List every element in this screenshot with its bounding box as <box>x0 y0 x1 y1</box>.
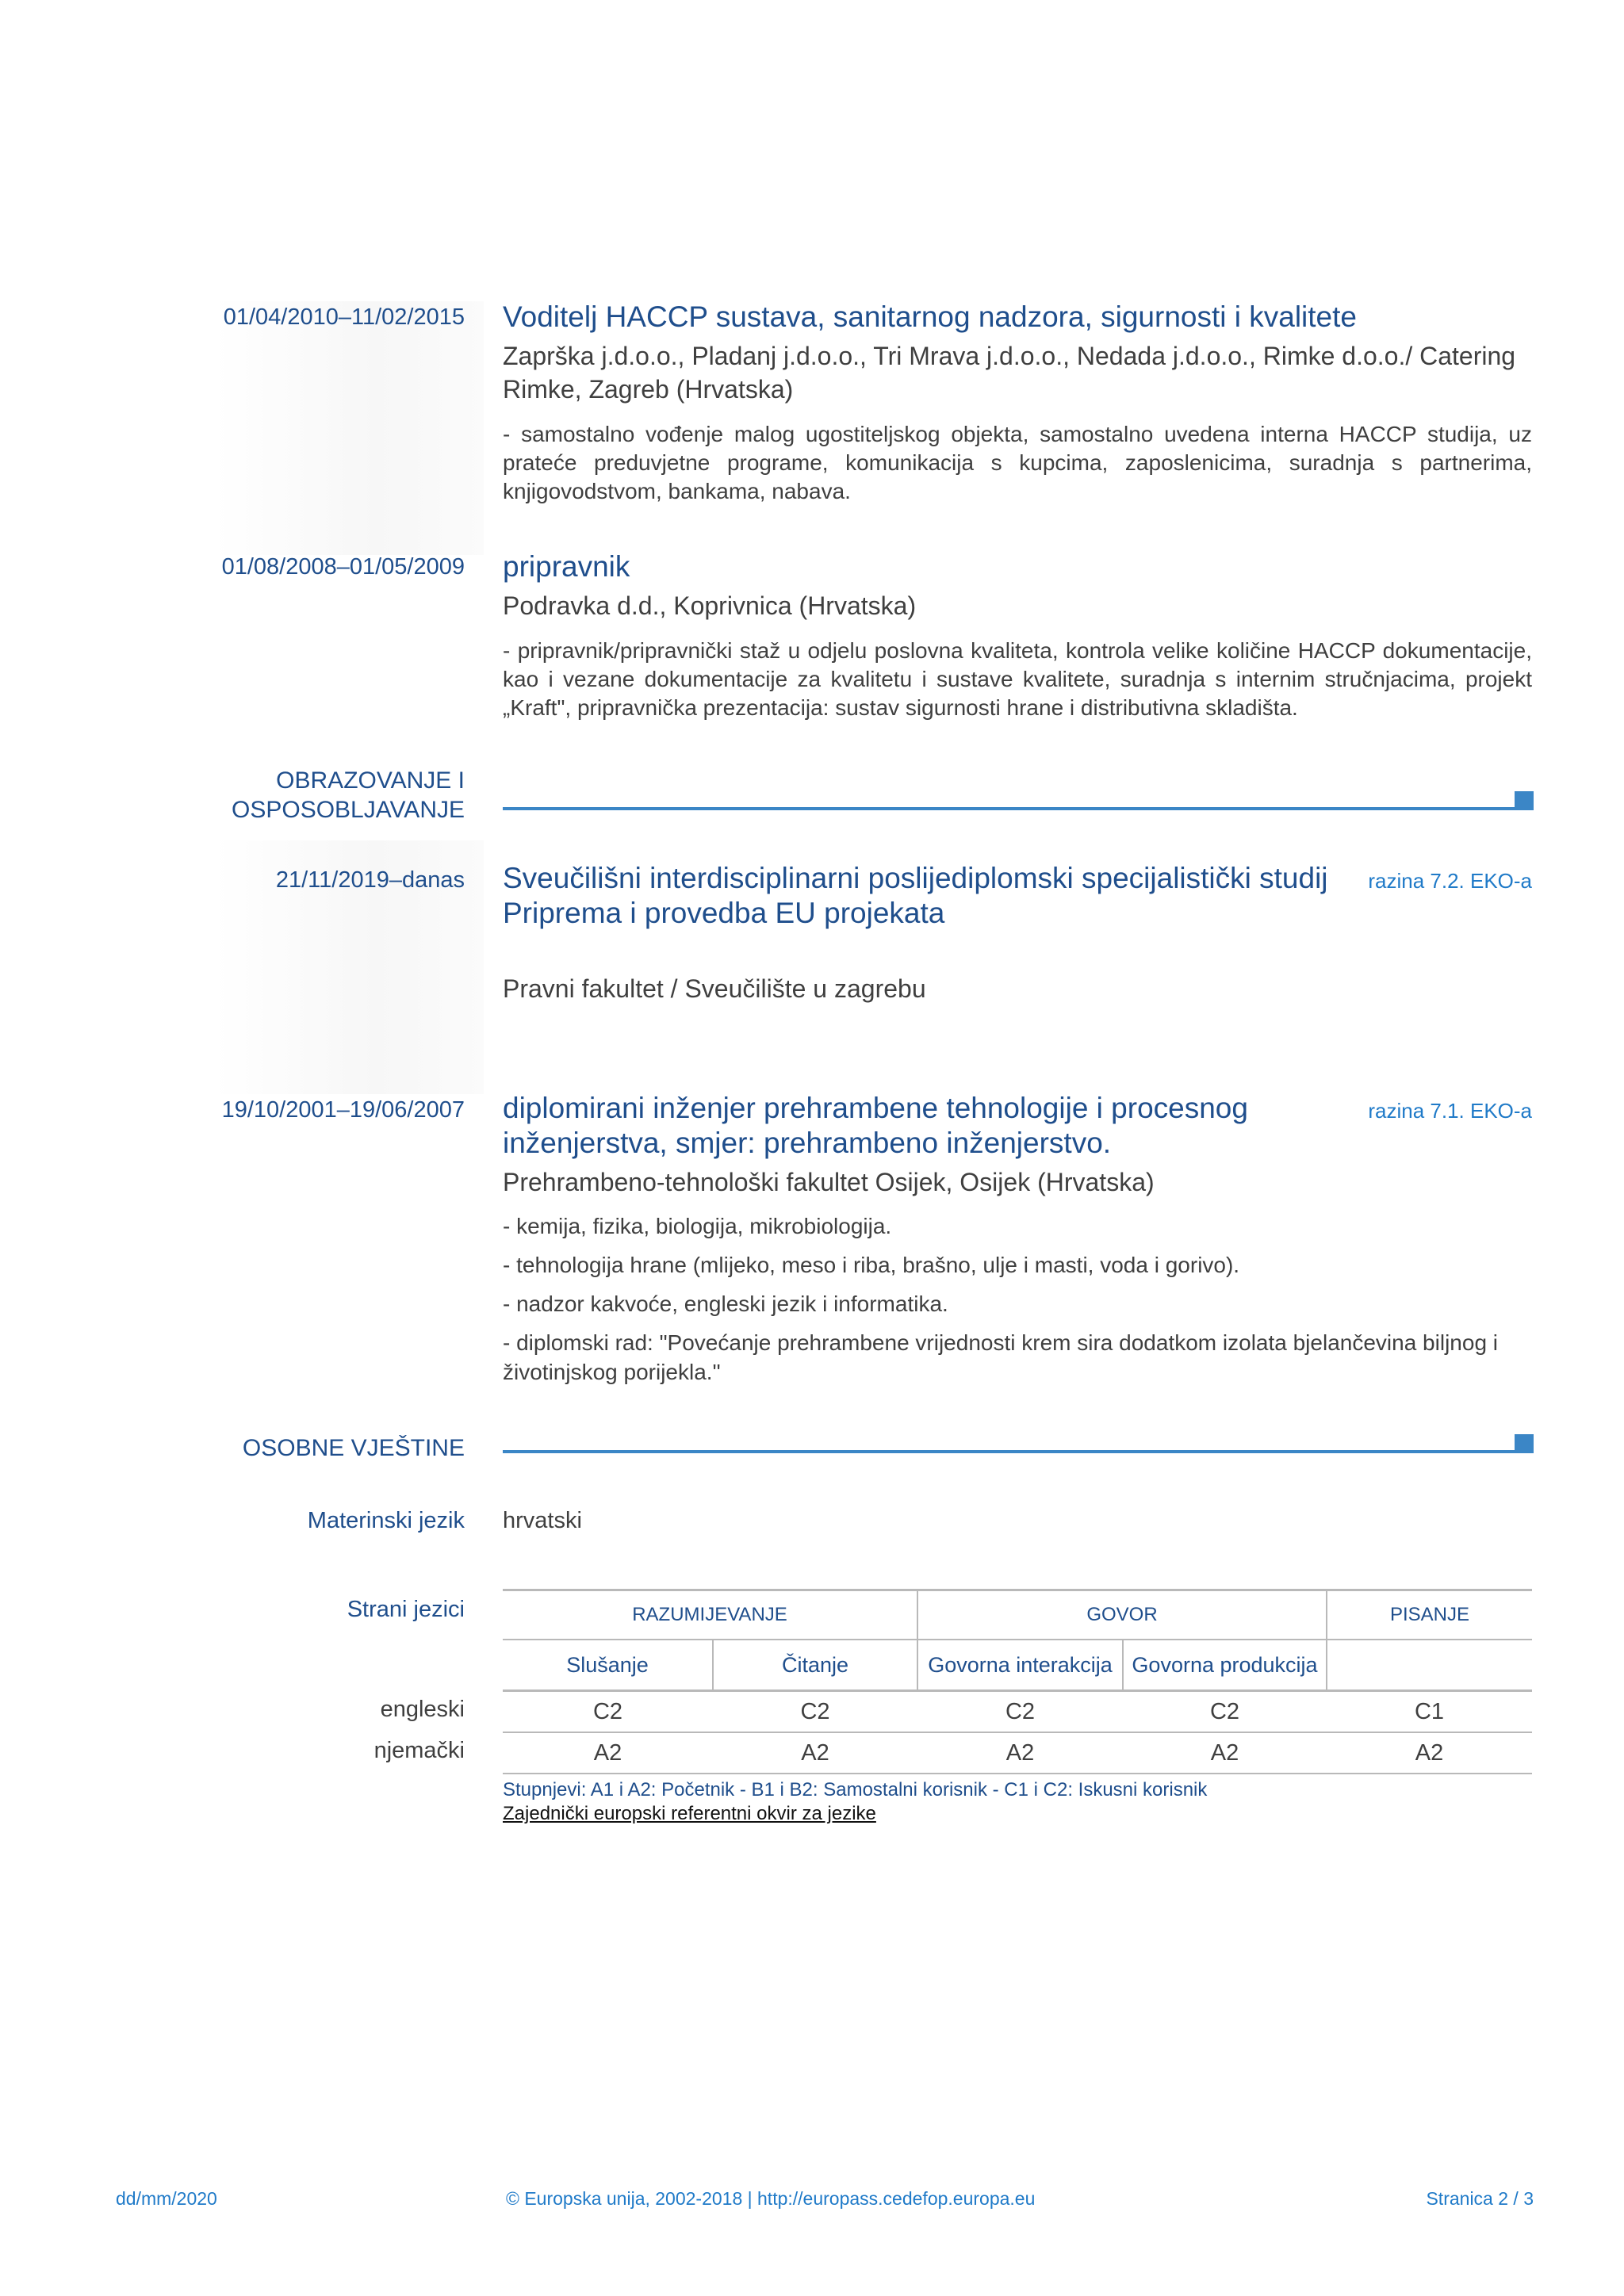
experience-entry <box>503 300 1532 506</box>
job-title: Voditelj HACCP sustava, sanitarnog nadzora, sigurnosti i kvalitete <box>503 300 1357 333</box>
mother-tongue-value: hrvatski <box>503 1508 582 1533</box>
job-title: pripravnik <box>503 550 630 583</box>
experience-date: 01/04/2010–11/02/2015 <box>223 304 465 330</box>
footer-copyright: © Europska unija, 2002-2018 | http://europass.cedefop.europa.eu <box>506 2188 1036 2209</box>
section-heading-line: OSPOSOBLJAVANJE <box>232 797 465 823</box>
mother-tongue-label: Materinski jezik <box>307 1508 465 1533</box>
qualification-level: razina 7.2. EKO-a <box>1368 869 1532 893</box>
subject-list <box>503 1211 1532 1387</box>
subheader-spoken-interaction: Govorna interakcija <box>917 1640 1123 1691</box>
language-level: C2 <box>917 1691 1123 1733</box>
language-level: A2 <box>1327 1732 1532 1774</box>
language-level: C2 <box>713 1691 917 1733</box>
footer-page-number: Stranica 2 / 3 <box>1426 2188 1534 2209</box>
list-item: - tehnologija hrane (mlijeko, meso i riba, brašno, ulje i masti, voda i gorivo). <box>503 1253 1240 1277</box>
section-heading-line: OBRAZOVANJE I <box>276 767 465 794</box>
education-entry <box>503 1091 1532 1396</box>
section-divider <box>503 1450 1515 1453</box>
language-level: A2 <box>1123 1732 1327 1774</box>
qualification-title-line: inženjerstva, smjer: prehrambeno inženjerstvo. <box>503 1127 1112 1159</box>
section-heading-education <box>232 766 465 825</box>
section-heading-skills: OSOBNE VJEŠTINE <box>242 1435 465 1461</box>
section-marker <box>1515 791 1534 810</box>
list-item: - diplomski rad: "Povećanje prehrambene vrijednosti krem sira dodatkom izolata bjelančevina biljnog i životinjskog porijekla." <box>503 1330 1499 1384</box>
language-level: A2 <box>713 1732 917 1774</box>
footer-date: dd/mm/2020 <box>116 2188 217 2209</box>
group-header-understanding: RAZUMIJEVANJE <box>503 1590 917 1640</box>
language-level: C2 <box>503 1691 713 1733</box>
qualification-title-line: Priprema i provedba EU projekata <box>503 897 945 929</box>
language-level: A2 <box>917 1732 1123 1774</box>
language-level: C2 <box>1123 1691 1327 1733</box>
cefr-link[interactable]: Zajednički europski referentni okvir za jezike <box>503 1803 876 1824</box>
employer: Podravka d.d., Koprivnica (Hrvatska) <box>503 591 917 620</box>
subheader-reading: Čitanje <box>713 1640 917 1691</box>
qualification-level: razina 7.1. EKO-a <box>1368 1099 1532 1123</box>
subheader-spoken-production: Govorna produkcija <box>1123 1640 1327 1691</box>
language-levels-legend: Stupnjevi: A1 i A2: Početnik - B1 i B2: Samostalni korisnik - C1 i C2: Iskusni korisnik <box>503 1779 1208 1800</box>
language-name: engleski <box>380 1697 465 1722</box>
employer: Zaprška j.d.o.o., Pladanj j.d.o.o., Tri Mrava j.d.o.o., Nedada j.d.o.o., Rimke d.o.o./ Catering Rimke, Zagreb (Hrvatska) <box>503 342 1516 404</box>
group-header-speaking: GOVOR <box>917 1590 1327 1640</box>
job-description: - samostalno vođenje malog ugostiteljskog objekta, samostalno uvedena interna HACCP studija, uz prateće preduvjetne programe, komunikacija s kupcima, zaposlenicima, suradnja s partnerima, knjigovodstvom, bankama, nabava. <box>503 422 1532 503</box>
education-date: 21/11/2019–danas <box>275 867 465 893</box>
subheader-listening: Slušanje <box>503 1640 713 1691</box>
foreign-languages-label: Strani jezici <box>347 1597 465 1622</box>
language-level: C1 <box>1327 1691 1532 1733</box>
qualification-title-line: diplomirani inženjer prehrambene tehnologije i procesnog <box>503 1092 1248 1124</box>
subheader-writing <box>1327 1640 1532 1691</box>
table-row <box>503 1691 1532 1733</box>
left-column-shade <box>214 301 484 555</box>
experience-entry <box>503 549 1532 722</box>
job-description: - pripravnik/pripravnički staž u odjelu poslovna kvaliteta, kontrola velike količine HACCP dokumentacije, kao i vezane dokumentacije za kvalitetu i sustave kvalitete, suradnja s internim stručnjacima, projekt „Kraft", pripravnička prezentacija: sustav sigurnosti hrane i distributivna skladišta. <box>503 638 1532 720</box>
language-name: njemački <box>373 1738 465 1763</box>
language-table-subheader-row <box>503 1640 1532 1691</box>
section-marker <box>1515 1434 1534 1453</box>
language-table <box>503 1589 1532 1774</box>
qualification-title-line: Sveučilišni interdisciplinarni poslijediplomski specijalistički studij <box>503 862 1328 894</box>
language-level: A2 <box>503 1732 713 1774</box>
list-item: - kemija, fizika, biologija, mikrobiologija. <box>503 1214 892 1238</box>
section-divider <box>503 807 1515 810</box>
group-header-writing: PISANJE <box>1327 1590 1532 1640</box>
education-date: 19/10/2001–19/06/2007 <box>221 1097 465 1123</box>
education-entry <box>503 861 1343 931</box>
language-table-group-row <box>503 1590 1532 1640</box>
table-row <box>503 1732 1532 1774</box>
institution: Prehrambeno-tehnološki fakultet Osijek, Osijek (Hrvatska) <box>503 1168 1155 1196</box>
list-item: - nadzor kakvoće, engleski jezik i informatika. <box>503 1292 948 1316</box>
experience-date: 01/08/2008–01/05/2009 <box>221 554 465 580</box>
institution: Pravni fakultet / Sveučilište u zagrebu <box>503 974 926 1003</box>
